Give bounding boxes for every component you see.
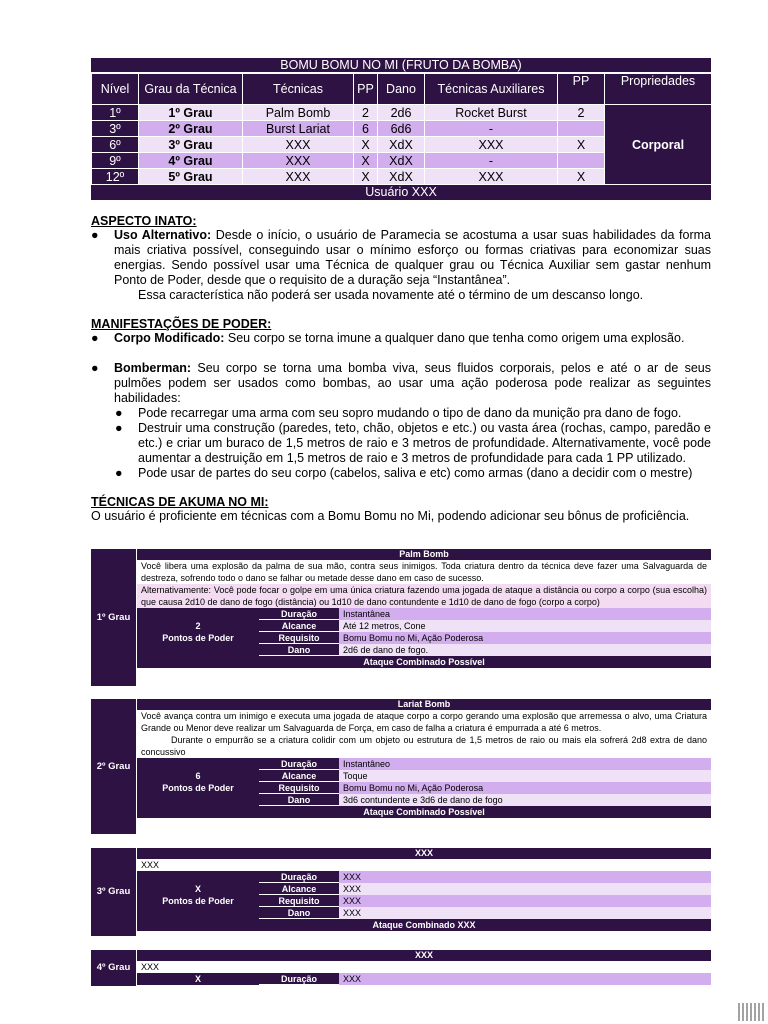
card-description: Você avança contra um inimigo e executa uma jogada de ataque corpo a corpo gerando uma explosão que arremessa o alvo, uma Criatura Grande ou Menor deve realizar um Salvaguarda de Força, em caso de falha a criatura é empurrada a até 6 metros. xyxy=(137,710,711,734)
param-key: Dano xyxy=(259,794,339,806)
cell-pp: X xyxy=(354,169,378,185)
cell-nivel: 6º xyxy=(92,137,139,153)
param-value: XXX xyxy=(339,907,711,919)
item-text: Seu corpo se torna imune a qualquer dano que tenha como origem uma explosão. xyxy=(224,331,685,345)
cell-aux: Rocket Burst xyxy=(425,105,558,121)
card-title: Lariat Bomb xyxy=(137,699,711,710)
cell-tecnica: XXX xyxy=(243,153,354,169)
param-value: XXX xyxy=(339,973,711,985)
table-row xyxy=(92,105,712,121)
col-dano: Dano xyxy=(378,74,425,105)
param-value: 3d6 contundente e 3d6 de dano de fogo xyxy=(339,794,711,806)
card-params xyxy=(137,758,711,806)
param-key: Dano xyxy=(259,907,339,919)
param-key: Duração xyxy=(259,871,339,883)
technique-card xyxy=(91,549,711,686)
cell-tecnica: XXX xyxy=(243,169,354,185)
item-text: Seu corpo se torna uma bomba viva, seus fluidos corporais, pelos e até o ar de seus pulmões podem ser usados como bombas, ao usar uma ação poderosa pode realizar as seguintes habilidades: xyxy=(114,361,711,405)
param-key: Requisito xyxy=(259,632,339,644)
section-title-manifestacoes: MANIFESTAÇÕES DE PODER: xyxy=(91,317,272,331)
fruit-table xyxy=(91,73,712,185)
pp-value: X xyxy=(194,884,201,894)
cell-aux: - xyxy=(425,121,558,137)
param-value: XXX xyxy=(339,871,711,883)
param-value: XXX xyxy=(339,883,711,895)
col-nivel: Nível xyxy=(92,74,139,105)
card-footer: Ataque Combinado XXX xyxy=(137,919,711,931)
sub-text: Destruir uma construção (paredes, teto, chão, objetos e etc.) ou vasta área (rochas, campo, paredão e etc.) e criar um buraco de 1,5 metros de raio e 3 metros de profundidade. Alternativamente, você pode aumentar a destruição em 1,5 metros de raio e 3 metros de profundidade para cada 1 PP utilizado. xyxy=(138,421,711,465)
param-key: Dano xyxy=(259,644,339,656)
param-value: XXX xyxy=(339,895,711,907)
param-key: Alcance xyxy=(259,883,339,895)
cell-aux: XXX xyxy=(425,169,558,185)
col-aux: Técnicas Auxiliares xyxy=(425,74,558,105)
cell-propriedade: Corporal xyxy=(605,105,712,185)
param-value: Bomu Bomu no Mi, Ação Poderosa xyxy=(339,632,711,644)
card-description: Você libera uma explosão da palma de sua mão, contra seus inimigos. Toda criatura dentro da técnica deve fazer uma Salvaguarda de destreza, sofrendo todo o dano se falhar ou metade desse dano em caso de sucesso. xyxy=(137,560,711,584)
card-pp xyxy=(137,608,259,656)
item-label: Bomberman: xyxy=(114,361,192,375)
bullet-icon: ● xyxy=(91,228,99,242)
cell-grau: 2º Grau xyxy=(139,121,243,137)
sub-text: Pode usar de partes do seu corpo (cabelos, saliva e etc) como armas (dano a decidir com o mestre) xyxy=(138,466,693,480)
cell-pp2 xyxy=(558,121,605,137)
card-description-extra: Durante o empurrão se a criatura colidir com um objeto ou estrutura de 1,5 metros de raio ou mais ela sofrerá 2d8 extra de dano concussivo xyxy=(137,734,711,758)
list-item xyxy=(91,331,711,346)
item-label: Corpo Modificado: xyxy=(114,331,225,345)
param-value: Bomu Bomu no Mi, Ação Poderosa xyxy=(339,782,711,794)
cell-pp: X xyxy=(354,137,378,153)
pp-label: Pontos de Poder xyxy=(162,783,234,793)
cell-pp: 6 xyxy=(354,121,378,137)
param-value: Instantânea xyxy=(339,608,711,620)
note-text: Essa característica não poderá ser usada novamente até o término de um descanso longo. xyxy=(138,288,644,302)
cell-pp2: X xyxy=(558,137,605,153)
technique-card xyxy=(91,950,711,986)
cell-dano: 2d6 xyxy=(378,105,425,121)
cell-grau: 1º Grau xyxy=(139,105,243,121)
card-footer: Ataque Combinado Possível xyxy=(137,806,711,818)
cell-dano: 6d6 xyxy=(378,121,425,137)
document-page xyxy=(91,58,711,524)
card-title: XXX xyxy=(137,950,711,961)
param-key: Alcance xyxy=(259,620,339,632)
param-key: Duração xyxy=(259,758,339,770)
list-item xyxy=(91,228,711,288)
bullet-icon: ● xyxy=(115,406,123,420)
card-description: XXX xyxy=(137,961,711,973)
cell-nivel: 9º xyxy=(92,153,139,169)
param-value: Até 12 metros, Cone xyxy=(339,620,711,632)
col-propriedades: Propriedades xyxy=(605,74,712,105)
technique-card xyxy=(91,848,711,936)
card-grau: 2º Grau xyxy=(91,699,136,834)
cell-grau: 5º Grau xyxy=(139,169,243,185)
watermark-code xyxy=(738,1003,766,1021)
card-title: XXX xyxy=(137,848,711,859)
table-footer: Usuário XXX xyxy=(91,185,711,200)
cell-dano: XdX xyxy=(378,153,425,169)
card-footer: Ataque Combinado Possível xyxy=(137,656,711,668)
param-key: Duração xyxy=(259,608,339,620)
item-label: Uso Alternativo: xyxy=(114,228,212,242)
card-grau: 3º Grau xyxy=(91,848,136,936)
cell-nivel: 12º xyxy=(92,169,139,185)
param-value: Toque xyxy=(339,770,711,782)
card-grau: 4º Grau xyxy=(91,950,136,986)
card-alternative: Alternativamente: Você pode focar o golpe em uma única criatura fazendo uma jogada de ataque a distância ou corpo a corpo (sua escolha) que causa 2d10 de dano de fogo (distância) ou 1d10 de dano contundente e 1d10 de dano de fogo (corpo a corpo) xyxy=(137,584,711,608)
cell-pp2: X xyxy=(558,169,605,185)
param-key: Requisito xyxy=(259,782,339,794)
card-params xyxy=(137,973,711,985)
param-key: Requisito xyxy=(259,895,339,907)
sub-text: Pode recarregar uma arma com seu sopro mudando o tipo de dano da munição pra dano de fogo. xyxy=(138,406,682,420)
pp-value: 6 xyxy=(195,771,201,781)
pp-label: Pontos de Poder xyxy=(162,633,234,643)
card-pp xyxy=(137,871,259,919)
cell-pp2 xyxy=(558,153,605,169)
card-pp: X xyxy=(137,973,259,985)
cell-pp: 2 xyxy=(354,105,378,121)
bullet-icon: ● xyxy=(91,361,99,375)
card-description: XXX xyxy=(137,859,711,871)
list-item xyxy=(91,361,711,406)
param-key: Duração xyxy=(259,973,339,985)
param-value: 2d6 de dano de fogo. xyxy=(339,644,711,656)
sub-list-item xyxy=(91,406,711,421)
table-header xyxy=(92,74,712,105)
tecnicas-text: O usuário é proficiente em técnicas com a Bomu Bomu no Mi, podendo adicionar seu bônus de proficiência. xyxy=(91,509,690,523)
cell-tecnica: Burst Lariat xyxy=(243,121,354,137)
item-text: Desde o início, o usuário de Paramecia se acostuma a usar suas habilidades da forma mais criativa possível, conseguindo usar o mínimo esforço ou formas criativas para economizar suas energias. Sendo possível usar uma Técnica de qualquer grau ou Técnica Auxiliar sem gastar nenhum Ponto de Poder, desde que o requisito de a duração seja “Instantânea”. xyxy=(114,228,712,287)
card-grau: 1º Grau xyxy=(91,549,136,686)
param-key: Alcance xyxy=(259,770,339,782)
cell-pp2: 2 xyxy=(558,105,605,121)
pp-value: 2 xyxy=(195,621,201,631)
col-pp: PP xyxy=(354,74,378,105)
cell-pp: X xyxy=(354,153,378,169)
col-grau: Grau da Técnica xyxy=(139,74,243,105)
cell-grau: 4º Grau xyxy=(139,153,243,169)
sub-list-item xyxy=(91,421,711,466)
bullet-icon: ● xyxy=(115,421,123,435)
card-pp xyxy=(137,758,259,806)
card-title: Palm Bomb xyxy=(137,549,711,560)
cell-nivel: 3º xyxy=(92,121,139,137)
card-params xyxy=(137,608,711,656)
cell-aux: - xyxy=(425,153,558,169)
table-title: BOMU BOMU NO MI (FRUTO DA BOMBA) xyxy=(91,58,711,73)
col-tecnicas: Técnicas xyxy=(243,74,354,105)
section-title-tecnicas: TÉCNICAS DE AKUMA NO MI: xyxy=(91,495,269,509)
bullet-icon: ● xyxy=(91,331,99,345)
technique-card xyxy=(91,699,711,834)
cell-dano: XdX xyxy=(378,169,425,185)
cell-grau: 3º Grau xyxy=(139,137,243,153)
param-value: Instantâneo xyxy=(339,758,711,770)
sub-list-item xyxy=(91,466,711,481)
cell-dano: XdX xyxy=(378,137,425,153)
cell-aux: XXX xyxy=(425,137,558,153)
card-params xyxy=(137,871,711,919)
bullet-icon: ● xyxy=(115,466,123,480)
cell-tecnica: XXX xyxy=(243,137,354,153)
pp-label: Pontos de Poder xyxy=(162,896,234,906)
cell-tecnica: Palm Bomb xyxy=(243,105,354,121)
cell-nivel: 1º xyxy=(92,105,139,121)
col-pp2: PP xyxy=(558,74,605,105)
section-title-aspecto: ASPECTO INATO: xyxy=(91,214,197,228)
